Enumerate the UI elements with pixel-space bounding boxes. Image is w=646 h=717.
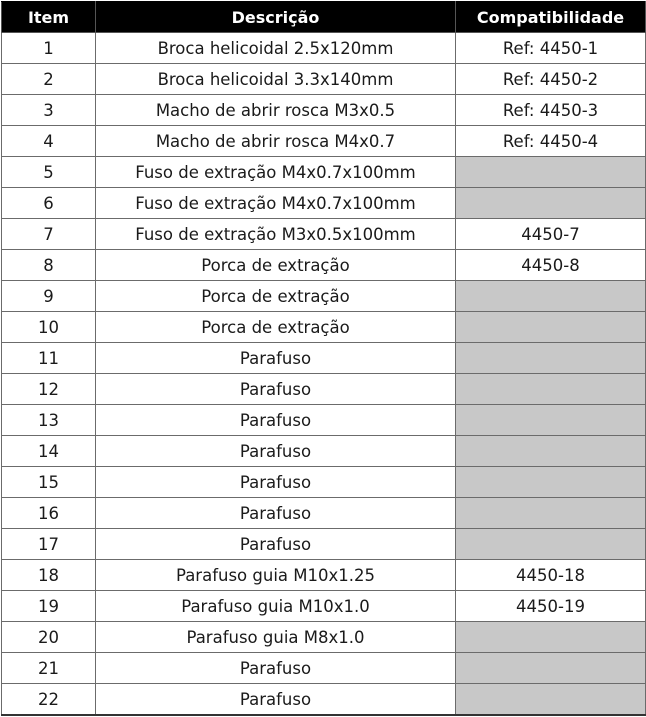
table-row [2,126,646,157]
cell-compatibility [456,312,646,343]
table-row [2,250,646,281]
cell-description: Parafuso [96,343,456,374]
cell-description: Parafuso [96,405,456,436]
cell-compatibility: 4450-7 [456,219,646,250]
cell-item: 21 [2,653,96,684]
cell-item: 6 [2,188,96,219]
cell-item: 18 [2,560,96,591]
table-body [2,33,646,716]
cell-item: 15 [2,467,96,498]
table-row [2,405,646,436]
cell-item: 17 [2,529,96,560]
cell-item: 7 [2,219,96,250]
table-row [2,529,646,560]
cell-description: Parafuso [96,653,456,684]
cell-item: 22 [2,684,96,716]
cell-compatibility: 4450-8 [456,250,646,281]
cell-item: 9 [2,281,96,312]
cell-description: Parafuso guia M8x1.0 [96,622,456,653]
cell-compatibility [456,467,646,498]
cell-description: Parafuso [96,374,456,405]
cell-compatibility [456,684,646,716]
cell-item: 13 [2,405,96,436]
cell-description: Macho de abrir rosca M3x0.5 [96,95,456,126]
cell-compatibility [456,374,646,405]
cell-compatibility [456,653,646,684]
cell-item: 10 [2,312,96,343]
table-row [2,498,646,529]
cell-compatibility: 4450-18 [456,560,646,591]
table-row [2,95,646,126]
cell-compatibility [456,622,646,653]
cell-compatibility: Ref: 4450-1 [456,33,646,64]
table-row [2,560,646,591]
table-row [2,622,646,653]
header-item: Item [2,2,96,33]
table-row [2,281,646,312]
parts-table [1,1,646,716]
cell-description: Parafuso [96,684,456,716]
cell-compatibility [456,498,646,529]
cell-compatibility [456,281,646,312]
header-compatibility: Compatibilidade [456,2,646,33]
cell-item: 11 [2,343,96,374]
table-row [2,312,646,343]
cell-compatibility [456,343,646,374]
table-row [2,64,646,95]
table-row [2,374,646,405]
cell-description: Parafuso guia M10x1.0 [96,591,456,622]
cell-item: 1 [2,33,96,64]
cell-description: Parafuso [96,467,456,498]
cell-description: Fuso de extração M4x0.7x100mm [96,188,456,219]
table-row [2,436,646,467]
cell-compatibility: 4450-19 [456,591,646,622]
cell-description: Broca helicoidal 2.5x120mm [96,33,456,64]
cell-item: 19 [2,591,96,622]
cell-compatibility: Ref: 4450-2 [456,64,646,95]
cell-compatibility: Ref: 4450-4 [456,126,646,157]
cell-item: 8 [2,250,96,281]
cell-item: 12 [2,374,96,405]
table-row [2,684,646,716]
cell-description: Macho de abrir rosca M4x0.7 [96,126,456,157]
cell-compatibility [456,436,646,467]
header-description: Descrição [96,2,456,33]
cell-compatibility [456,188,646,219]
table-row [2,157,646,188]
cell-description: Broca helicoidal 3.3x140mm [96,64,456,95]
table-row [2,467,646,498]
cell-compatibility: Ref: 4450-3 [456,95,646,126]
cell-compatibility [456,405,646,436]
table-row [2,653,646,684]
cell-item: 16 [2,498,96,529]
table-row [2,219,646,250]
cell-description: Parafuso [96,529,456,560]
cell-compatibility [456,529,646,560]
cell-description: Fuso de extração M4x0.7x100mm [96,157,456,188]
cell-item: 5 [2,157,96,188]
cell-description: Porca de extração [96,312,456,343]
header-row [2,2,646,33]
cell-item: 14 [2,436,96,467]
cell-description: Fuso de extração M3x0.5x100mm [96,219,456,250]
cell-description: Parafuso [96,436,456,467]
table-row [2,188,646,219]
cell-description: Parafuso guia M10x1.25 [96,560,456,591]
cell-description: Porca de extração [96,281,456,312]
table-row [2,343,646,374]
cell-description: Porca de extração [96,250,456,281]
cell-item: 2 [2,64,96,95]
table-row [2,33,646,64]
cell-description: Parafuso [96,498,456,529]
cell-item: 4 [2,126,96,157]
cell-item: 3 [2,95,96,126]
cell-item: 20 [2,622,96,653]
table-row [2,591,646,622]
cell-compatibility [456,157,646,188]
